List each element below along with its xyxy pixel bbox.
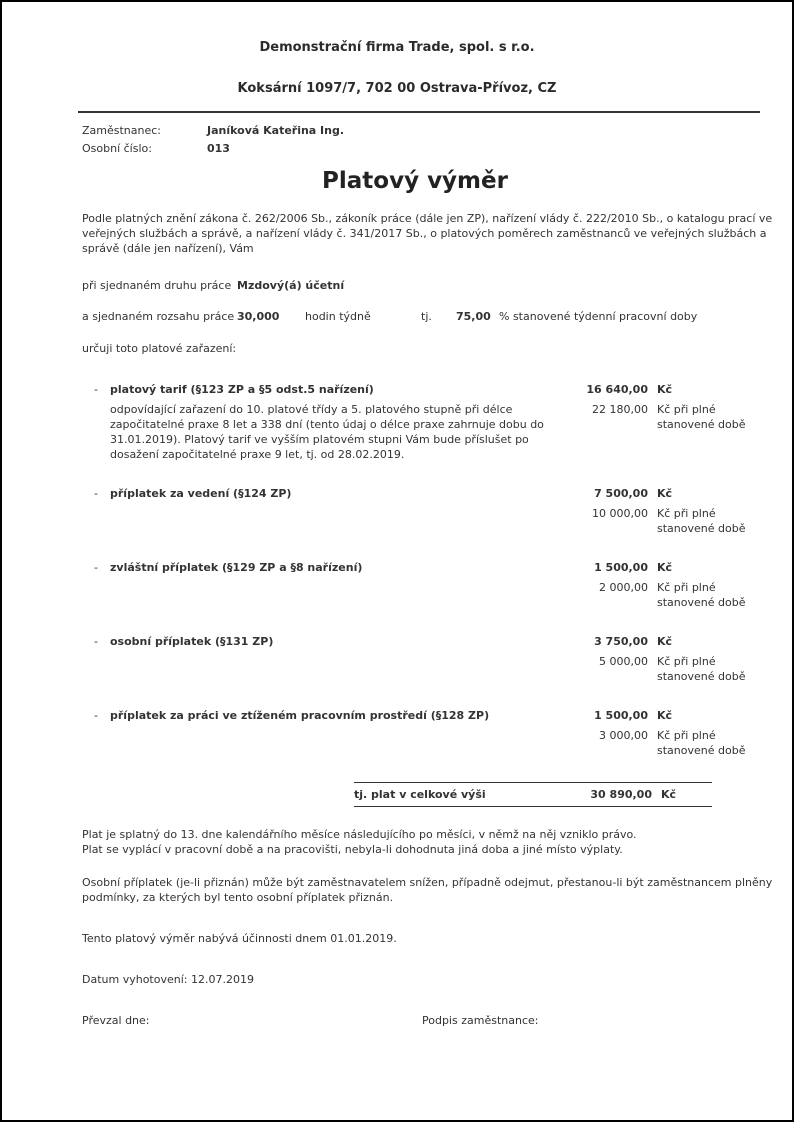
item-full-amount: 10 000,00 — [592, 507, 648, 520]
bullet-dash: - — [94, 383, 98, 396]
employee-id-row — [82, 140, 748, 158]
scope-percent-suffix: % stanovené týdenní pracovní doby — [499, 310, 698, 323]
job-value: Mzdový(á) účetní — [237, 279, 345, 292]
item-amount: 3 750,00 — [594, 635, 648, 648]
employee-name-value: Janíková Kateřina Ing. — [207, 124, 345, 137]
item-main-row — [82, 486, 748, 501]
item-full-amount: 3 000,00 — [599, 729, 648, 742]
job-line — [82, 278, 748, 293]
item-amount: 1 500,00 — [594, 709, 648, 722]
header-divider — [78, 111, 760, 113]
item-full-note: Kč při plné stanovené době — [657, 729, 746, 757]
total-label: tj. plat v celkové výši — [354, 788, 486, 801]
salary-item — [82, 560, 748, 610]
document-body — [2, 122, 792, 1028]
salary-item — [82, 486, 748, 536]
item-full-amount: 22 180,00 — [592, 403, 648, 416]
scope-tj: tj. — [421, 310, 432, 323]
employee-name-row — [82, 122, 748, 140]
item-main-row — [82, 634, 748, 649]
item-sub-row — [82, 728, 748, 758]
personal-allowance-paragraph: Osobní příplatek (je-li přiznán) může být zaměstnavatelem snížen, případně odejmut, přestanou-li být zaměstnancem plněny podmínky, za kterých byl tento osobní příplatek přiznán. — [82, 876, 773, 904]
item-sub-row — [82, 506, 748, 536]
issue-date-line: Datum vyhotovení: 12.07.2019 — [82, 973, 254, 986]
effective-date-paragraph: Tento platový výměr nabývá účinnosti dnem 01.01.2019. — [82, 932, 397, 945]
item-amount: 16 640,00 — [586, 383, 648, 396]
employee-id-value: 013 — [207, 142, 230, 155]
scope-line — [82, 309, 748, 324]
payment-paragraph-2: Plat se vyplácí v pracovní době a na pracovišti, nebyla-li dohodnuta jiná doba a jiné místo výplaty. — [82, 843, 623, 856]
item-currency: Kč — [657, 709, 673, 722]
item-note: odpovídající zařazení do 10. platové třídy a 5. platového stupně při délce započitatelné praxe 8 let a 338 dní (tento údaj o délce praxe zahrnuje dobu do 31.01.2019). Platový tarif ve vyšším platovém stupni Vám bude příslušet po dosažení započitatelné praxe 9 let, tj. od 28.02.2019. — [110, 403, 544, 461]
item-main-row — [82, 708, 748, 723]
item-note — [82, 506, 563, 536]
item-label: zvláštní příplatek (§129 ZP a §8 nařízení) — [110, 561, 363, 574]
total-currency: Kč — [661, 788, 677, 801]
company-name: Demonstrační firma Trade, spol. s r.o. — [259, 40, 535, 55]
item-currency: Kč — [657, 487, 673, 500]
item-full-note: Kč při plné stanovené době — [657, 581, 746, 609]
item-label: platový tarif (§123 ZP a §5 odst.5 nařízení) — [110, 383, 374, 396]
determine-line: určuji toto platové zařazení: — [82, 342, 237, 355]
item-sub-row — [82, 402, 748, 462]
document-header — [2, 2, 792, 96]
employee-id-label: Osobní číslo: — [82, 142, 152, 155]
item-full-note: Kč při plné stanovené době — [657, 507, 746, 535]
item-label: příplatek za práci ve ztíženém pracovním prostředí (§128 ZP) — [110, 709, 490, 722]
item-full-amount: 5 000,00 — [599, 655, 648, 668]
bullet-dash: - — [94, 487, 98, 500]
item-full-note: Kč při plné stanovené době — [657, 655, 746, 683]
item-note — [82, 580, 563, 610]
item-main-row — [82, 382, 748, 397]
item-sub-row — [82, 654, 748, 684]
salary-item — [82, 634, 748, 684]
signature-row — [82, 1013, 748, 1028]
payment-paragraph-1: Plat je splatný do 13. dne kalendářního měsíce následujícího po měsíci, v němž na něj vzniklo právo. — [82, 828, 637, 841]
employee-signature-label: Podpis zaměstnance: — [422, 1014, 539, 1027]
employee-name-label: Zaměstnanec: — [82, 124, 162, 137]
salary-item — [82, 382, 748, 462]
item-amount: 1 500,00 — [594, 561, 648, 574]
page-title: Platový výměr — [322, 168, 508, 194]
item-label: příplatek za vedení (§124 ZP) — [110, 487, 292, 500]
intro-paragraph: Podle platných znění zákona č. 262/2006 Sb., zákoník práce (dále jen ZP), nařízení vlády č. 222/2010 Sb., o katalogu prací ve veřejných službách a správě, a nařízení vlády č. 341/2017 Sb., o platových poměrech zaměstnanců ve veřejných službách a správě (dále jen nařízení), Vám — [82, 212, 773, 255]
bullet-dash: - — [94, 561, 98, 574]
salary-items — [82, 382, 748, 758]
total-row — [354, 782, 712, 807]
item-label: osobní příplatek (§131 ZP) — [110, 635, 274, 648]
item-amount: 7 500,00 — [594, 487, 648, 500]
scope-percent: 75,00 — [456, 310, 491, 323]
item-main-row — [82, 560, 748, 575]
item-sub-row — [82, 580, 748, 610]
bullet-dash: - — [94, 635, 98, 648]
item-currency: Kč — [657, 635, 673, 648]
item-currency: Kč — [657, 383, 673, 396]
scope-hours-unit: hodin týdně — [305, 310, 371, 323]
scope-hours: 30,000 — [237, 310, 280, 323]
company-address: Koksární 1097/7, 702 00 Ostrava-Přívoz, CZ — [237, 81, 557, 96]
bullet-dash: - — [94, 709, 98, 722]
total-amount: 30 890,00 — [590, 788, 652, 801]
item-note — [82, 654, 563, 684]
received-date-label: Převzal dne: — [82, 1014, 150, 1027]
item-full-amount: 2 000,00 — [599, 581, 648, 594]
job-label: při sjednaném druhu práce — [82, 279, 232, 292]
item-full-note: Kč při plné stanovené době — [657, 403, 746, 431]
item-currency: Kč — [657, 561, 673, 574]
scope-label: a sjednaném rozsahu práce — [82, 310, 235, 323]
item-note — [82, 728, 563, 758]
salary-item — [82, 708, 748, 758]
